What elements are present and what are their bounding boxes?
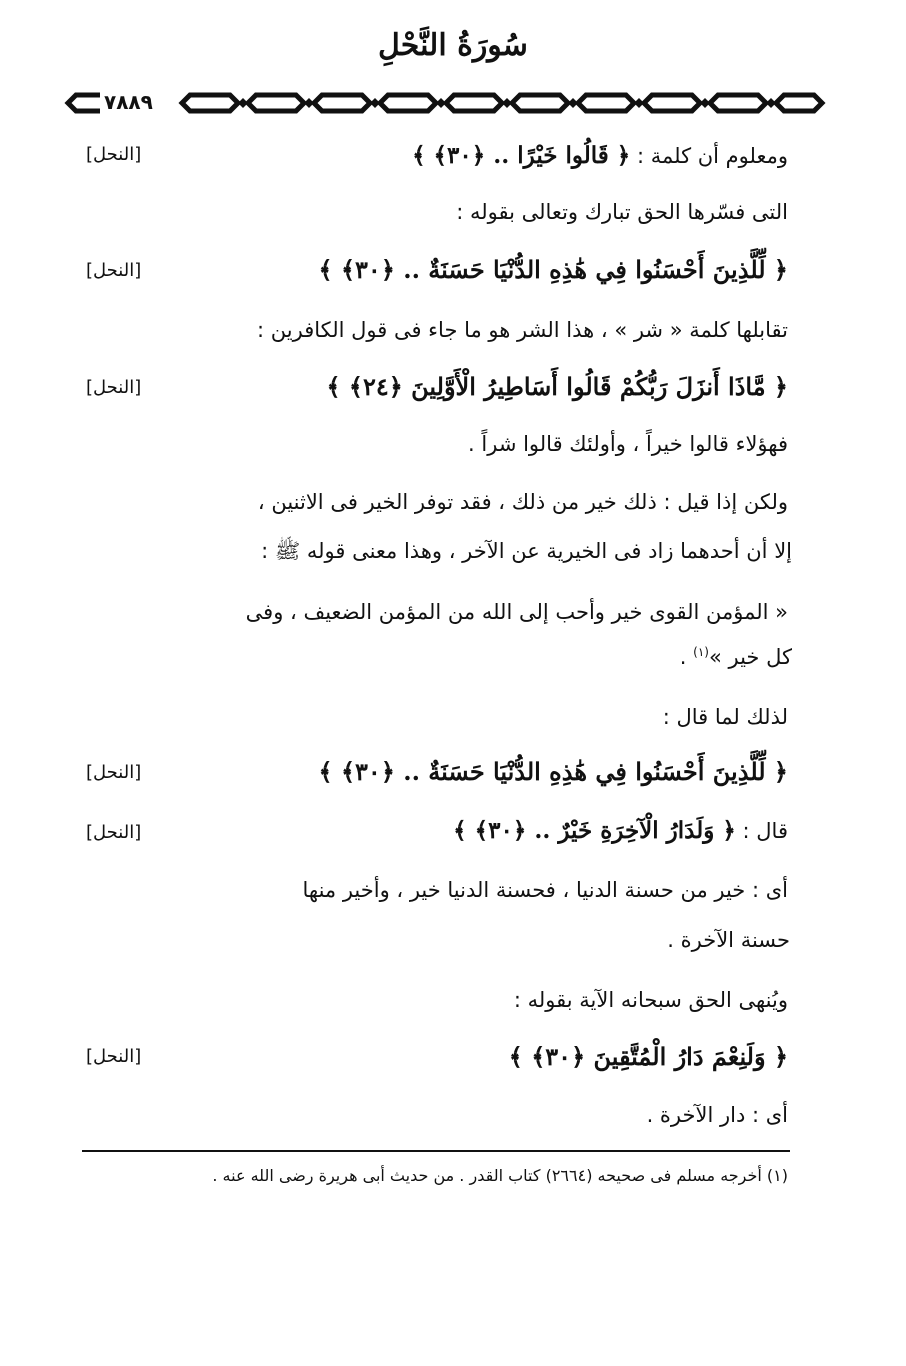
text-line	[412, 142, 788, 169]
text-line: أى : خير من حسنة الدنيا ، فحسنة الدنيا خير ، وأخير منها	[302, 878, 788, 902]
verse-reference: [النحل]	[86, 260, 142, 281]
page-number: ٧٨٨٩	[100, 90, 157, 114]
quran-verse: ﴿ لِّلَّذِينَ أَحْسَنُوا فِي هَٰذِهِ الدُّنْيَا حَسَنَةٌ .. ﴿٣٠﴾ ﴾	[318, 255, 788, 284]
verse-reference: [النحل]	[86, 377, 142, 398]
verse-reference: [النحل]	[86, 822, 142, 843]
text-line: لذلك لما قال :	[662, 705, 788, 729]
ornamental-header-bar	[62, 88, 827, 118]
verse-reference: [النحل]	[86, 144, 142, 165]
text-line: حسنة الآخرة .	[667, 928, 790, 952]
text-line: إلا أن أحدهما زاد فى الخيرية عن الآخر ، وهذا معنى قوله ﷺ :	[261, 539, 792, 563]
text-segment: ومعلوم أن كلمة :	[636, 144, 788, 168]
footnote-marker: (١)	[693, 645, 709, 659]
text-segment: قال :	[742, 819, 788, 843]
footnote-divider	[82, 1150, 790, 1152]
text-segment: .	[679, 645, 687, 669]
quran-verse: ﴿ لِّلَّذِينَ أَحْسَنُوا فِي هَٰذِهِ الدُّنْيَا حَسَنَةٌ .. ﴿٣٠﴾ ﴾	[318, 757, 788, 786]
footnote: (١) أخرجه مسلم فى صحيحه (٢٦٦٤) كتاب القدر . من حديث أبى هريرة رضى الله عنه .	[212, 1166, 788, 1185]
text-line: التى فسّرها الحق تبارك وتعالى بقوله :	[456, 200, 788, 224]
text-line: فهؤلاء قالوا خيراً ، وأولئك قالوا شراً .	[468, 432, 788, 456]
quran-verse: ﴿ مَّاذَا أَنزَلَ رَبُّكُمْ قَالُوا أَسَاطِيرُ الْأَوَّلِينَ ﴿٢٤﴾ ﴾	[326, 372, 788, 401]
text-line: ولكن إذا قيل : ذلك خير من ذلك ، فقد توفر الخير فى الاثنين ،	[257, 490, 788, 514]
text-line: « المؤمن القوى خير وأحب إلى الله من المؤمن الضعيف ، وفى	[245, 600, 788, 624]
text-line: تقابلها كلمة « شر » ، هذا الشر هو ما جاء فى قول الكافرين :	[257, 318, 788, 342]
verse-reference: [النحل]	[86, 1046, 142, 1067]
quran-verse: ﴿ وَلَدَارُ الْآخِرَةِ خَيْرٌ .. ﴿٣٠﴾ ﴾	[453, 817, 736, 844]
surah-title: سُورَةُ النَّحْلِ	[378, 28, 528, 63]
quran-verse: ﴿ وَلَنِعْمَ دَارُ الْمُتَّقِينَ ﴿٣٠﴾ ﴾	[508, 1042, 788, 1071]
text-line: أى : دار الآخرة .	[646, 1103, 788, 1127]
text-line	[680, 645, 792, 669]
text-segment: كل خير »	[708, 645, 792, 669]
quran-verse: ﴿ قَالُوا خَيْرًا .. ﴿٣٠﴾ ﴾	[412, 142, 631, 169]
text-line	[453, 817, 788, 844]
text-line: ويُنهى الحق سبحانه الآية بقوله :	[513, 988, 788, 1012]
verse-reference: [النحل]	[86, 762, 142, 783]
